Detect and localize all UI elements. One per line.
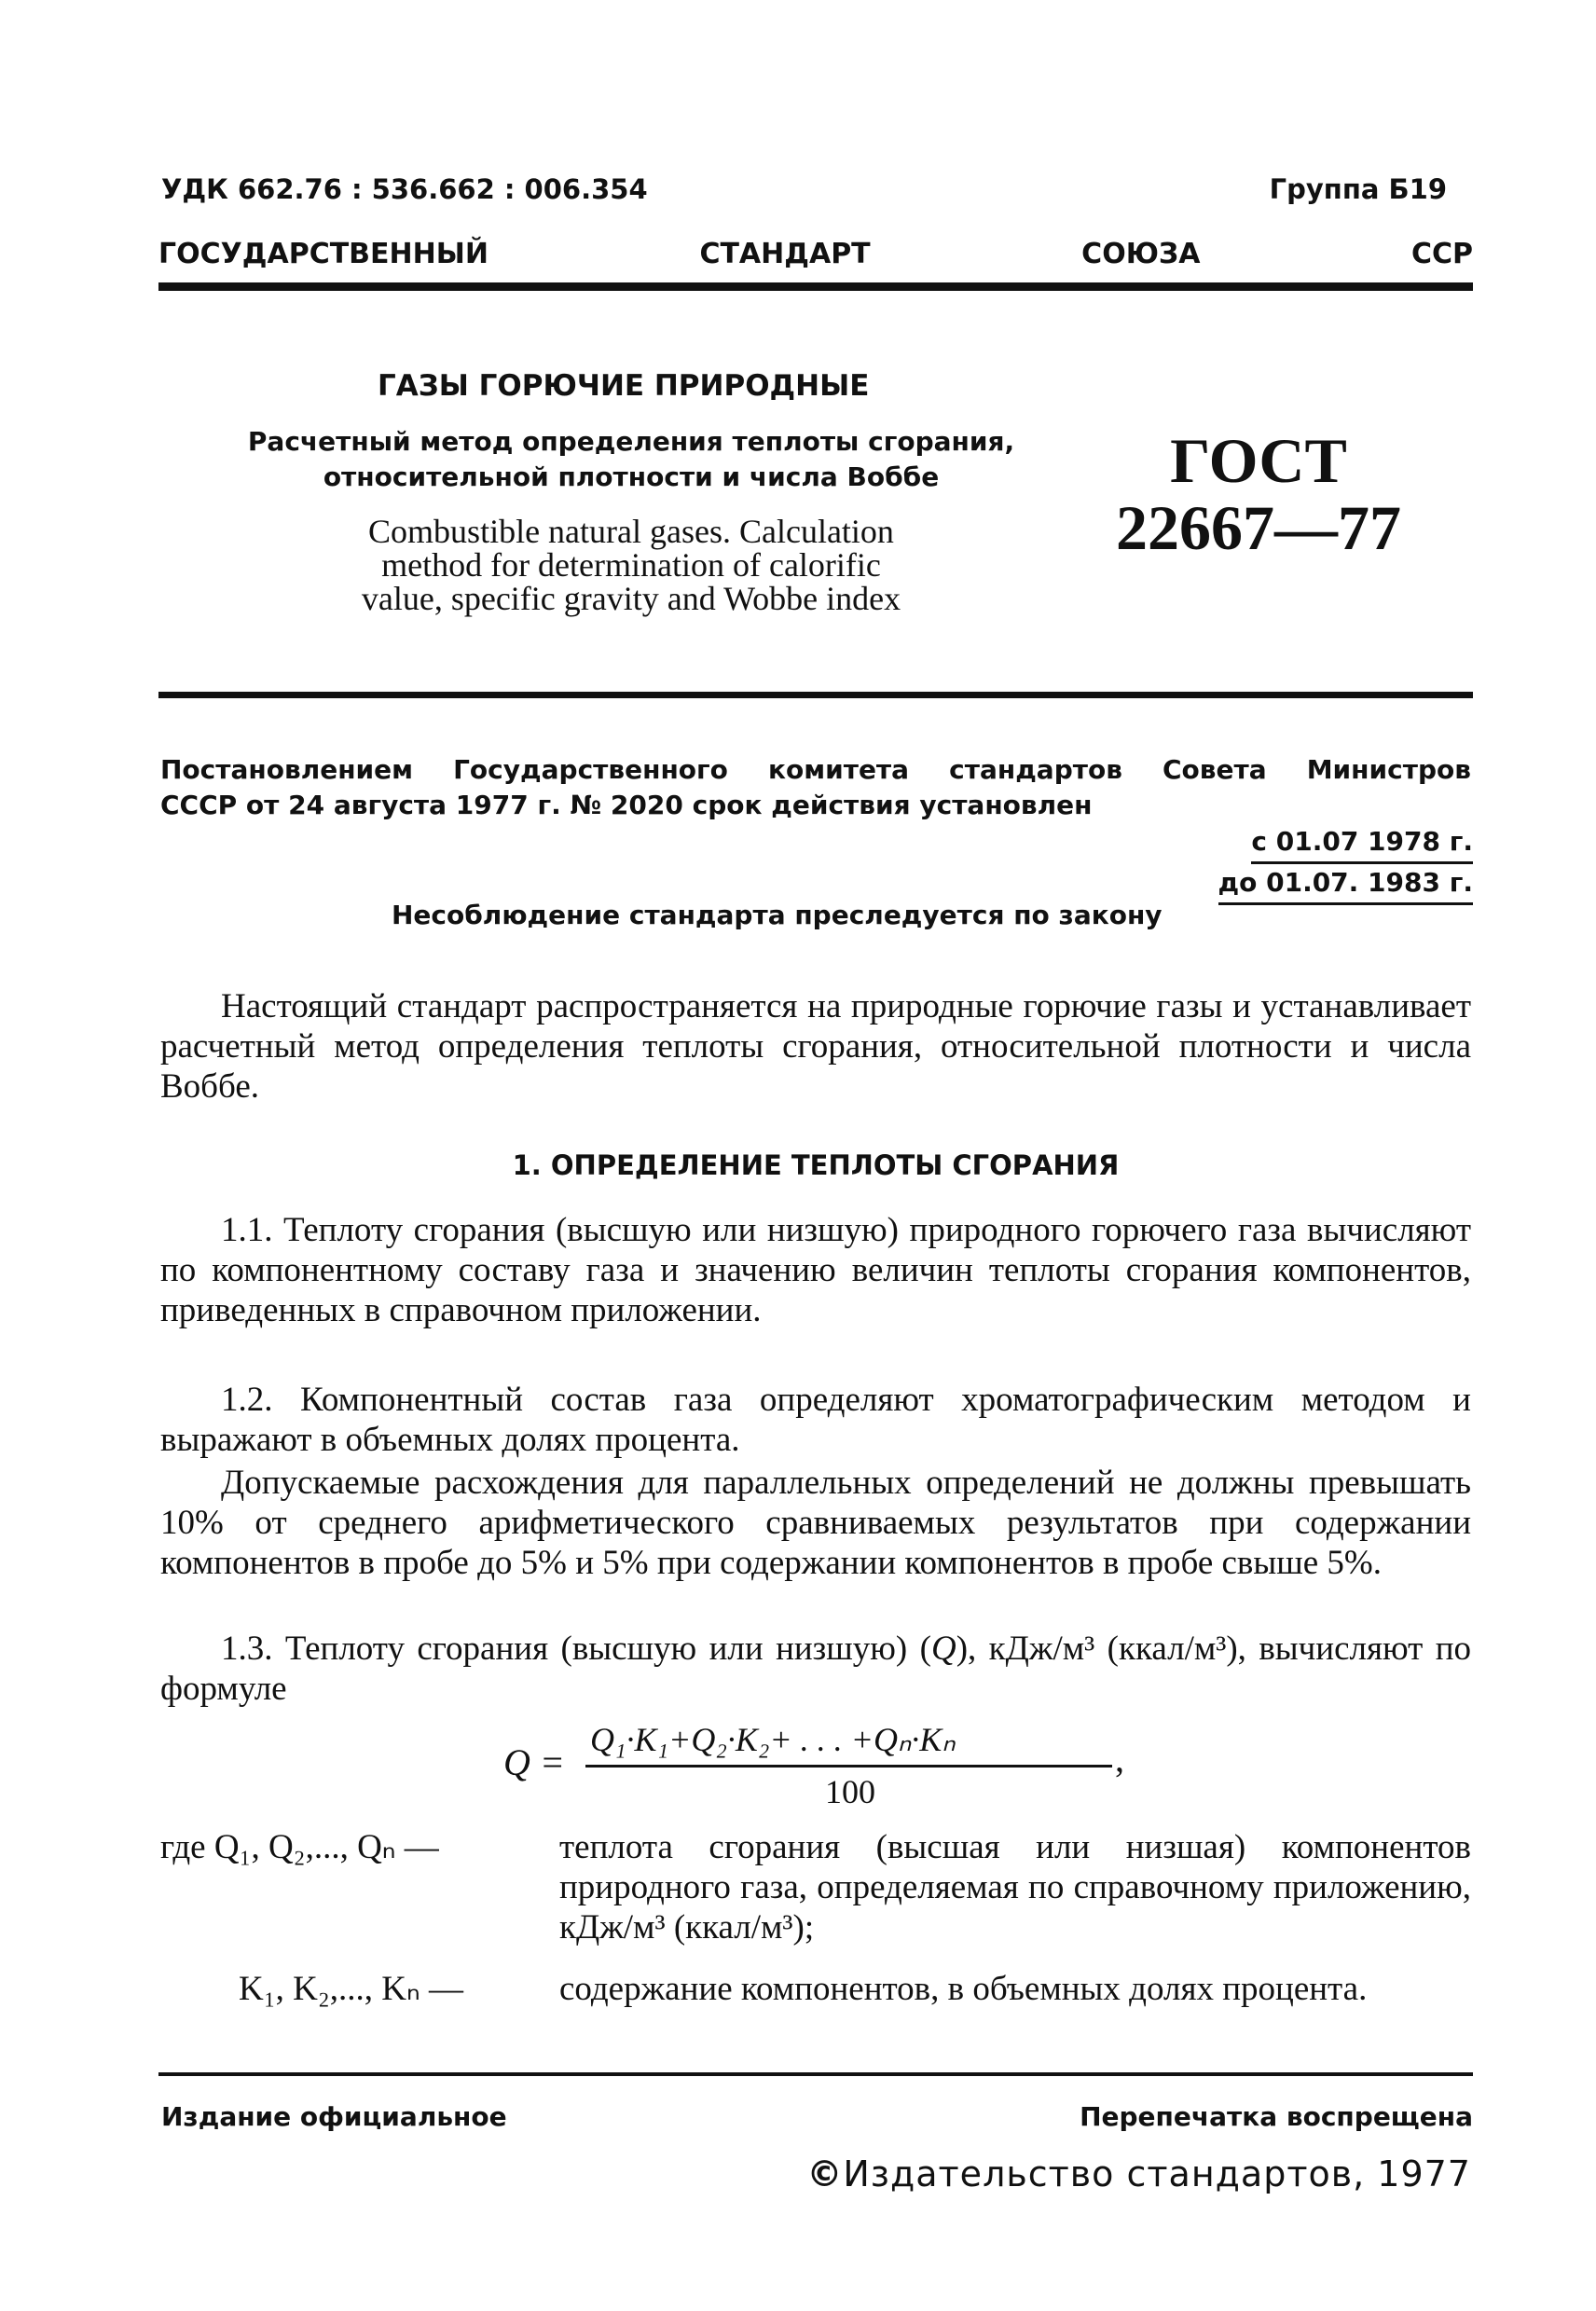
p13-text: ), кДж/м³ (ккал/м³), вычисляют по формуле xyxy=(160,1630,1471,1708)
copyright-line xyxy=(806,2153,1471,2194)
where-term: где Q₁, Q₂,..., Qₙ — xyxy=(160,1828,439,1866)
gost-designation xyxy=(1081,427,1436,561)
penalty-notice: Несоблюдение стандарта преследуется по закону xyxy=(392,900,1163,930)
group-code: Группа Б19 xyxy=(1269,173,1447,205)
formula-denominator: 100 xyxy=(825,1773,875,1810)
formula-comma: , xyxy=(1115,1738,1124,1780)
banner-word: ССР xyxy=(1410,238,1473,270)
paragraph-1-3 xyxy=(160,1629,1471,1709)
decree-word: комитета xyxy=(767,754,910,785)
where-definition: содержание компонентов, в объемных долях процента. xyxy=(559,1970,1368,2008)
reprint-notice: Перепечатка воспрещена xyxy=(1080,2101,1473,2132)
formula-numerator: Q₁·K₁+Q₂·K₂+ . . . +Qₙ·Kₙ xyxy=(590,1721,956,1758)
where-definition: теплота сгорания (высшая или низшая) компонентов природного газа, определяемая по справочному приложению, кДж/м³ (ккал/м³); xyxy=(559,1828,1471,1946)
validity-dates xyxy=(1218,823,1474,905)
fraction-bar xyxy=(585,1765,1112,1768)
formula-lhs: Q = xyxy=(503,1741,565,1783)
intro-paragraph: Настоящий стандарт распространяется на природные горючие газы и устанавливает расчетный метод определения теплоты сгорания, относительной плотности и числа Воббе. xyxy=(160,987,1471,1106)
subtitle-english xyxy=(221,515,1041,615)
banner-word: СТАНДАРТ xyxy=(699,238,871,270)
copyright-text: Издательство стандартов, 1977 xyxy=(843,2153,1471,2194)
title-rule xyxy=(158,692,1473,698)
subtitle-en-line: Combustible natural gases. Calculation xyxy=(368,513,894,550)
where-term: K₁, K₂,..., Kₙ — xyxy=(239,1970,463,2008)
decree-text xyxy=(160,752,1471,823)
decree-word: стандартов xyxy=(949,754,1122,785)
p13-text: 1.3. Теплоту сгорания (высшую или низшую) ( xyxy=(221,1630,931,1668)
date-from: с 01.07 1978 г. xyxy=(1251,823,1473,864)
footer-rule xyxy=(158,2072,1473,2076)
section-heading: 1. ОПРЕДЕЛЕНИЕ ТЕПЛОТЫ СГОРАНИЯ xyxy=(512,1149,1120,1181)
paragraph-1-1: 1.1. Теплоту сгорания (высшую или низшую) природного горючего газа вычисляют по компонентному составу газа и значению величин теплоты сгорания компонентов, приведенных в справочном приложении. xyxy=(160,1211,1471,1329)
edition-label: Издание официальное xyxy=(161,2101,507,2132)
decree-line xyxy=(160,752,1471,788)
decree-word: Министров xyxy=(1306,754,1471,785)
gost-number: 22667—77 xyxy=(1116,492,1401,563)
paragraph-tolerance: Допускаемые расхождения для параллельных определений не должны превышать 10% от среднего арифметического сравниваемых результатов при содержании компонентов в пробе до 5% и 5% при содержании компонентов в пробе свыше 5%. xyxy=(160,1464,1471,1582)
date-to: до 01.07. 1983 г. xyxy=(1218,864,1474,905)
subtitle-ru-line: Расчетный метод определения теплоты сгорания, xyxy=(247,426,1015,457)
q-symbol: Q xyxy=(930,1630,956,1668)
banner-word: ГОСУДАРСТВЕННЫЙ xyxy=(158,238,488,270)
copyright-icon: © xyxy=(806,2153,844,2194)
subtitle-russian xyxy=(221,424,1041,495)
paragraph-1-2: 1.2. Компонентный состав газа определяют хроматографическим методом и выражают в объемных долях процента. xyxy=(160,1381,1471,1459)
decree-word: Совета xyxy=(1163,754,1267,785)
formula xyxy=(503,1720,1156,1823)
gost-label: ГОСТ xyxy=(1170,425,1347,496)
udk-code: УДК 662.76 : 536.662 : 006.354 xyxy=(161,173,648,205)
decree-word: Постановлением xyxy=(160,754,414,785)
decree-line: СССР от 24 августа 1977 г. № 2020 срок действия установлен xyxy=(160,790,1093,820)
banner-word: СОЮЗА xyxy=(1081,238,1201,270)
document-title: ГАЗЫ ГОРЮЧИЕ ПРИРОДНЫЕ xyxy=(378,369,870,403)
state-standard-banner xyxy=(158,238,1473,270)
decree-word: Государственного xyxy=(453,754,728,785)
subtitle-en-line: value, specific gravity and Wobbe index xyxy=(361,580,901,617)
subtitle-ru-line: относительной плотности и числа Воббе xyxy=(323,461,940,492)
header-rule xyxy=(158,282,1473,291)
subtitle-en-line: method for determination of calorific xyxy=(381,546,881,584)
